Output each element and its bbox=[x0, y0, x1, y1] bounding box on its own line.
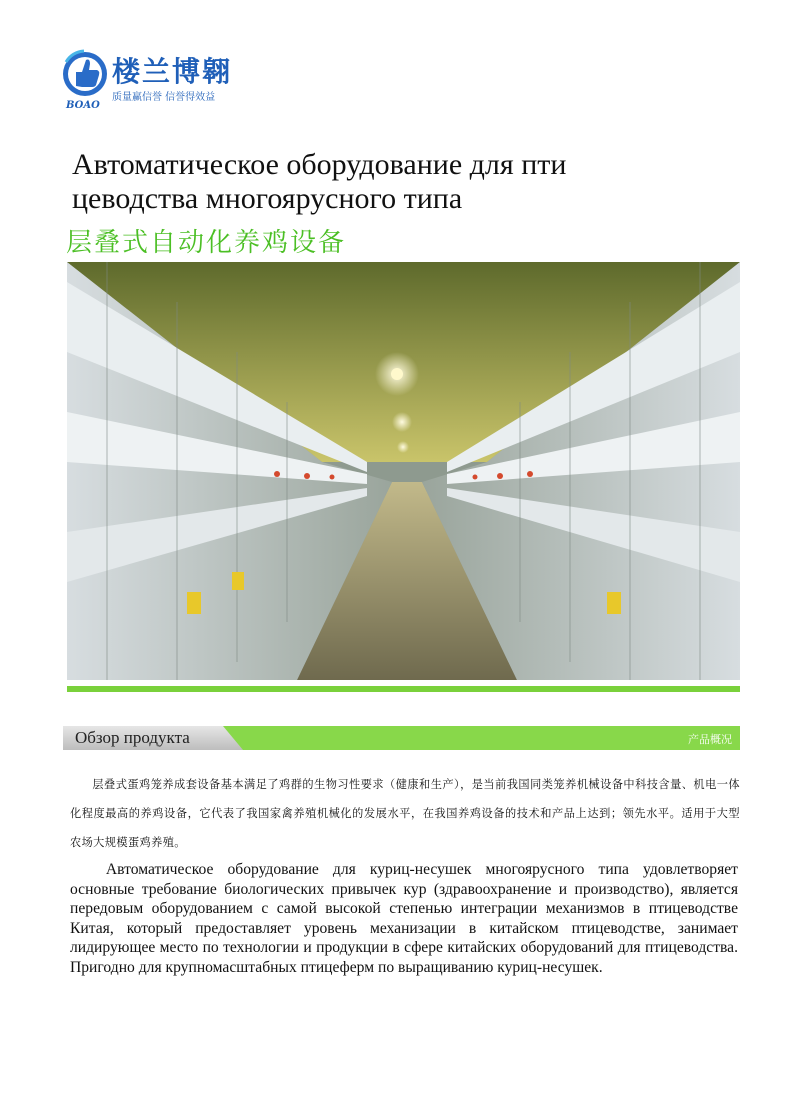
company-logo bbox=[62, 48, 262, 118]
thumbs-up-logo-icon bbox=[62, 48, 112, 102]
logo-name-cn: 楼兰博翱 bbox=[112, 55, 233, 88]
paragraph-cn: 层叠式蛋鸡笼养成套设备基本满足了鸡群的生物习性要求（健康和生产），是当前我国同类笼养机械设备中科技含量、机电一体化程度最高的养鸡设备，它代表了我国家禽养殖机械化的发展水平，在我国养鸡设备的技术和产品上达到；领先水平。适用于大型农场大规模蛋鸡养殖。 bbox=[70, 778, 740, 849]
section-label-cn: 产品概况 bbox=[688, 733, 732, 746]
page-title-ru: Автоматическое оборудование для пти цеводства многоярусного типа bbox=[72, 148, 567, 215]
page-title-cn: 层叠式自动化养鸡设备 bbox=[66, 228, 347, 258]
divider-bar bbox=[67, 686, 740, 692]
section-label-ru: Обзор продукта bbox=[75, 728, 190, 747]
logo-name-en: BOAO bbox=[66, 100, 100, 111]
logo-slogan: 质量赢信誉 信誉得效益 bbox=[112, 92, 216, 103]
section-header bbox=[63, 726, 740, 750]
paragraph-ru: Автоматическое оборудование для куриц-несушек многоярусного типа удовлетворяет основные требование биологических привычек кур (здравоохранение и производство), является передовым оборудованием с самой высокой степенью интеграции механизмов в птицеводстве Китая, который предоставляет уровень механизации в китайском птицеводстве, занимает лидирующее место по технологии и продукции в сфере китайских оборудований для птицеводства. Пригодно для крупномасштабных птицеферм по выращиванию куриц-несушек. bbox=[70, 861, 738, 976]
poultry-house-photo bbox=[67, 262, 740, 680]
